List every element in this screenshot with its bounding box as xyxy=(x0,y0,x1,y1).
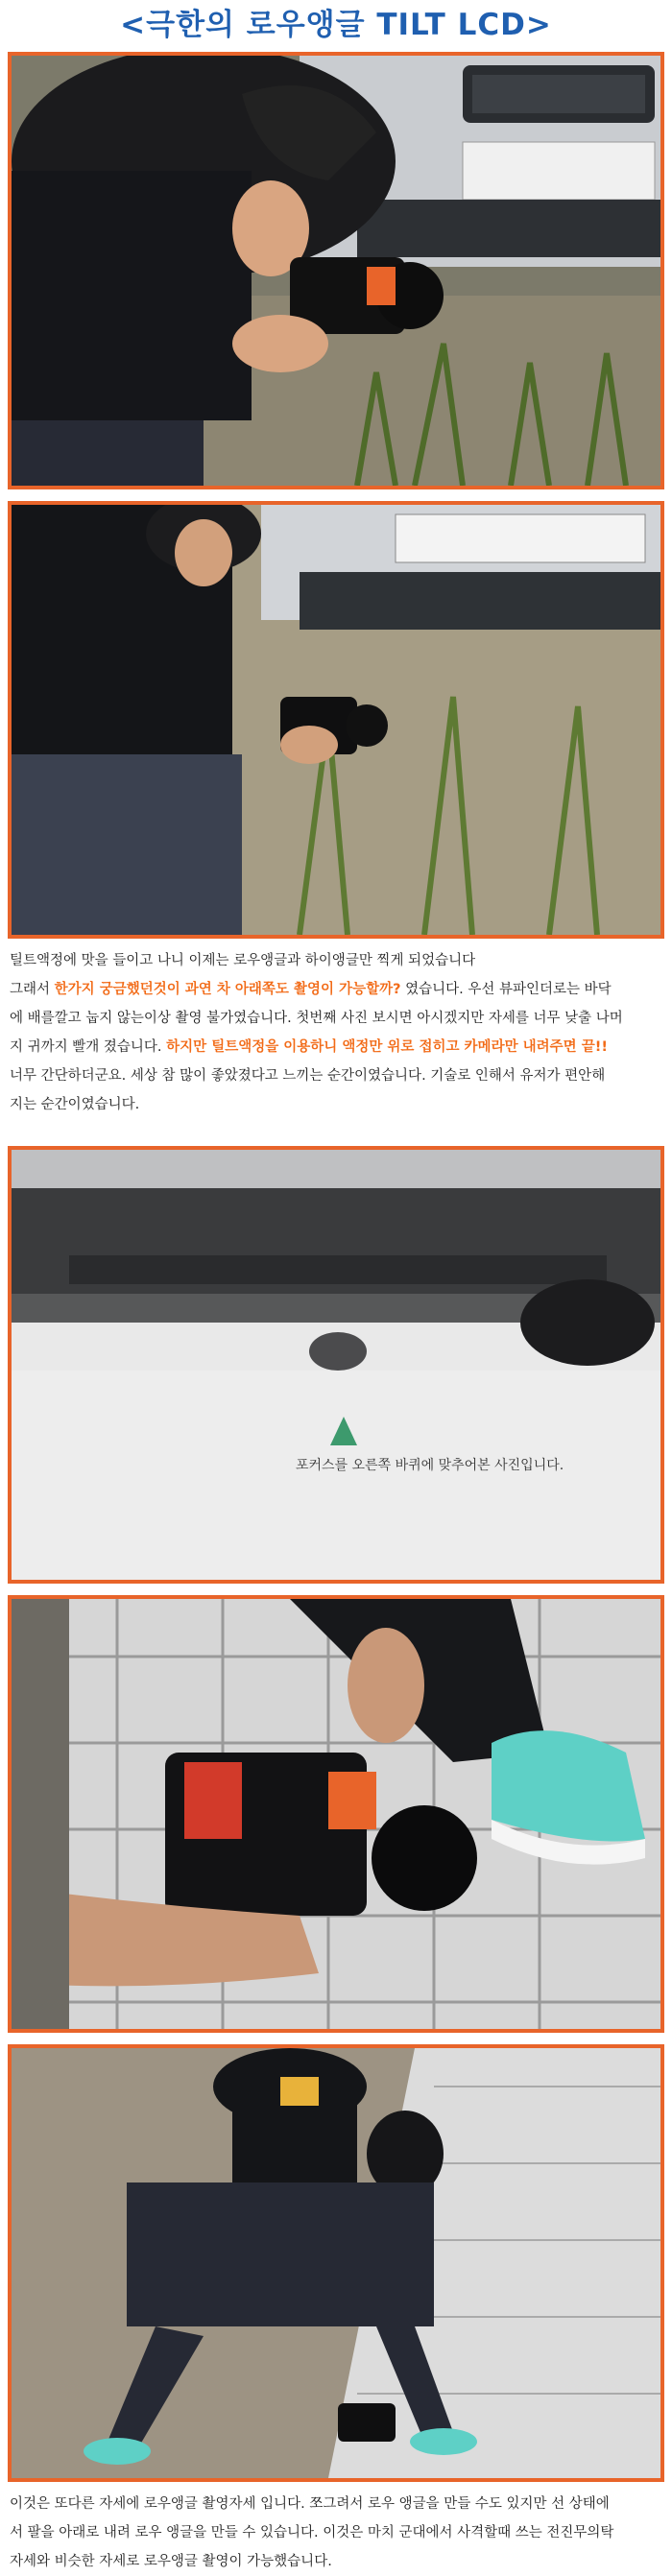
page-title: <극한의 로우앵글 TILT LCD> xyxy=(120,7,552,42)
photo-under-car xyxy=(8,1146,664,1584)
paragraph2-line1: 이것은 또다른 자세에 로우앵글 촬영자세 입니다. 쪼그려서 로우 앵글을 만들 수도 있지만 선 상태에 xyxy=(10,2496,610,2512)
paragraph1-line4 xyxy=(10,1033,662,1061)
paragraph1-line6: 지는 순간이였습니다. xyxy=(10,1097,140,1112)
photo-crouching-tilt-lcd xyxy=(8,501,664,939)
photo-standing-low-angle xyxy=(8,2044,664,2482)
paragraph1-line2-pre: 그래서 xyxy=(10,982,55,997)
paragraph2-line2: 서 팔을 아래로 내려 로우 앵글을 만들 수 있습니다. 이것은 마치 군대에서 사격할때 쓰는 전진무의탁 xyxy=(10,2525,614,2540)
paragraph-tilt-lcd-story xyxy=(8,946,664,1119)
paragraph1-line3: 에 배를깔고 눕지 않는이상 촬영 불가였습니다. 첫번째 사진 보시면 아시겠지만 자세를 너무 낮출 나머 xyxy=(10,1011,623,1026)
paragraph1-line4-pre: 지 귀까지 빨개 졌습니다. xyxy=(10,1039,167,1055)
paragraph1-line2-post: 였습니다. 우선 뷰파인더로는 바닥 xyxy=(400,982,612,997)
paragraph1-line2 xyxy=(10,975,662,1004)
paragraph1-line1: 틸트액정에 맛을 들이고 나니 이제는 로우앵글과 하이앵글만 찍게 되었습니다 xyxy=(10,953,476,968)
highlight-question: 한가지 궁금했던것이 과연 차 아래쪽도 촬영이 가능할까? xyxy=(54,982,401,997)
photo-crouching-photographer xyxy=(8,52,664,489)
paragraph-standing-pose xyxy=(8,2490,664,2576)
paragraph1-line5: 너무 간단하더군요. 세상 참 많이 좋았졌다고 느끼는 순간이였습니다. 기술로 인해서 유저가 편안해 xyxy=(10,1068,606,1084)
photo-camera-low-angle-closeup xyxy=(8,1595,664,2033)
paragraph2-line3: 자세와 비슷한 자세로 로우앵글 촬영이 가능했습니다. xyxy=(10,2554,332,2569)
photo-caption: 포커스를 오른쪽 바퀴에 맞추어본 사진입니다. xyxy=(296,1458,564,1473)
highlight-solution: 하지만 틸트액정을 이용하니 액정만 위로 접히고 카메라만 내려주면 끝!! xyxy=(166,1039,608,1055)
